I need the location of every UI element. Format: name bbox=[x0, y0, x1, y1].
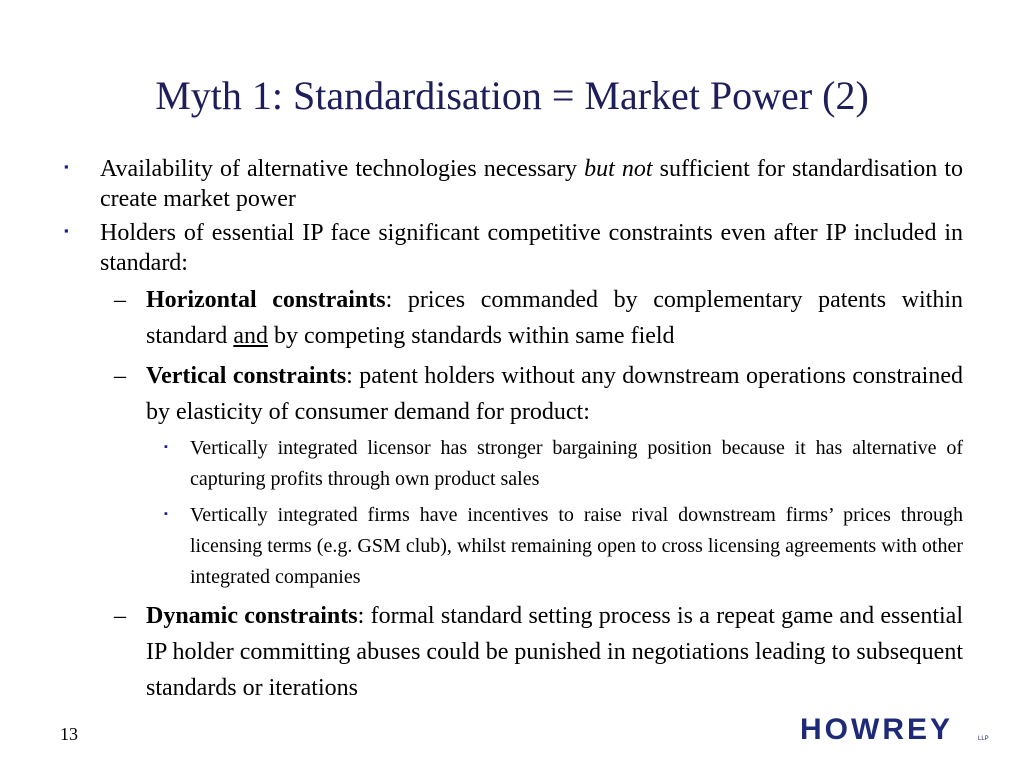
subitem-text-post: by competing standards within same field bbox=[267, 323, 675, 349]
sub-subitem-licensor bbox=[60, 433, 963, 495]
sub-subitem-integrated-firms bbox=[60, 500, 963, 593]
subitem-text: : formal standard setting process is a repeat game and essential IP holder committing abuses could be punished in negotiations leading to subsequent standards or iterations bbox=[146, 603, 963, 701]
subitem-heading: Dynamic constraints bbox=[146, 603, 358, 629]
subitem-dynamic-constraints bbox=[60, 598, 963, 706]
subitem-heading: Horizontal constraints bbox=[146, 287, 386, 313]
bullet-text: Holders of essential IP face significant competitive constraints even after IP included in standard: bbox=[100, 220, 963, 276]
square-bullet-icon: ▪ bbox=[64, 159, 69, 174]
dash-marker: – bbox=[114, 287, 126, 313]
page-number: 13 bbox=[60, 724, 78, 744]
subitem-text-underline: and bbox=[233, 323, 268, 349]
bullet-text-post: sufficient for standardisation to create market power bbox=[100, 156, 963, 212]
sub-subitem-text: Vertically integrated firms have incentives to raise rival downstream firms’ prices through licensing terms (e.g. GSM club), whilst remaining open to cross licensing agreements with other integrated companies bbox=[190, 504, 963, 588]
bullet-item-holders bbox=[60, 218, 963, 278]
subitem-vertical-constraints bbox=[60, 358, 963, 430]
slide-title: Myth 1: Standardisation = Market Power (2) bbox=[155, 73, 869, 118]
dash-marker: – bbox=[114, 363, 126, 389]
square-bullet-icon: ▪ bbox=[164, 508, 168, 520]
logo-wordmark: HOWREY bbox=[800, 713, 953, 746]
bullet-item-availability bbox=[60, 154, 963, 214]
logo-llp-mark: LLP bbox=[978, 736, 989, 742]
sub-subitem-text: Vertically integrated licensor has stronger bargaining position because it has alternative of capturing profits through own product sales bbox=[190, 437, 963, 490]
subitem-text-pre: : prices commanded by complementary patents within standard bbox=[146, 287, 963, 349]
square-bullet-icon: ▪ bbox=[64, 223, 69, 238]
dash-marker: – bbox=[114, 603, 126, 629]
slide-body bbox=[60, 154, 963, 708]
subitem-heading: Vertical constraints bbox=[146, 363, 347, 389]
subitem-text: : patent holders without any downstream operations constrained by elasticity of consumer demand for product: bbox=[146, 363, 963, 425]
square-bullet-icon: ▪ bbox=[164, 441, 168, 453]
bullet-text-pre: Availability of alternative technologies necessary bbox=[100, 156, 585, 182]
howrey-logo bbox=[800, 712, 990, 748]
subitem-horizontal-constraints bbox=[60, 282, 963, 354]
bullet-text-italic: but not bbox=[584, 156, 653, 182]
